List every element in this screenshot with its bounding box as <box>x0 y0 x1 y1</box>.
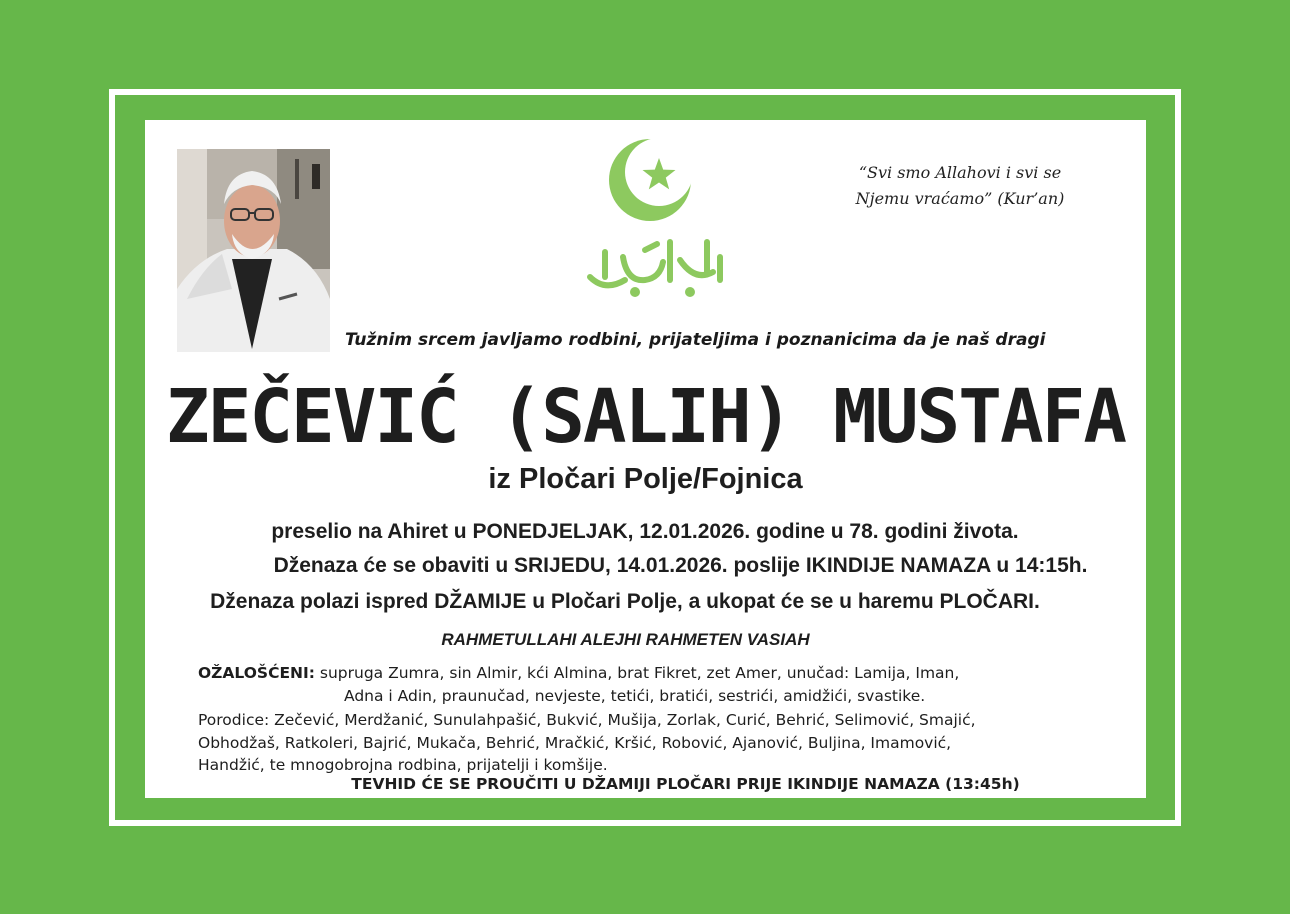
tevhid-notice: TEVHID ĆE SE PROUČITI U DŽAMIJI PLOČARI PRIJE IKINDIJE NAMAZA (13:45h) <box>351 775 1020 793</box>
funeral-location-line: Dženaza polazi ispred DŽAMIJE u Pločari Polje, a ukopat će se u haremu PLOČARI. <box>210 590 1040 613</box>
families-line-2: Obhodžaš, Ratkoleri, Bajrić, Mukača, Behrić, Mračkić, Kršić, Robović, Ajanović, Buljina, Imamović, <box>198 733 952 752</box>
quote-line-2: Njemu vraćamo” (Kur’an) <box>855 189 1065 208</box>
families-line-1: Porodice: Zečević, Merdžanić, Sunulahpašić, Bukvić, Mušija, Zorlak, Curić, Behrić, Selimović, Smajić, <box>198 711 976 729</box>
deceased-photo <box>177 149 330 352</box>
mourners-line-1 <box>198 662 1128 685</box>
families-section <box>198 709 1138 777</box>
deceased-place: iz Pločari Polje/Fojnica <box>488 463 803 495</box>
quran-quote <box>835 160 1085 212</box>
mourners-line-2: Adna i Adin, praunučad, nevjeste, tetići, bratići, sestrići, amidžići, svastike. <box>344 686 926 705</box>
funeral-time-line: Dženaza će se obaviti u SRIJEDU, 14.01.2026. poslije IKINDIJE NAMAZA u 14:15h. <box>273 554 1088 577</box>
obituary-card <box>145 120 1146 798</box>
crescent-star-emblem <box>575 132 735 302</box>
death-date-line: preselio na Ahiret u PONEDJELJAK, 12.01.2026. godine u 78. godini života. <box>271 520 1019 543</box>
mourners-text-1: supruga Zumra, sin Almir, kći Almina, brat Fikret, zet Amer, unučad: Lamija, Iman, <box>314 664 960 682</box>
mourners-section <box>198 662 1128 707</box>
prayer-text: RAHMETULLAHI ALEJHI RAHMETEN VASIAH <box>441 630 810 649</box>
quote-line-1: “Svi smo Allahovi i svi se <box>858 163 1062 182</box>
deceased-name: ZEČEVIĆ (SALIH) MUSTAFA <box>165 374 1126 460</box>
crescent-star-icon <box>609 138 693 221</box>
mourners-label: OŽALOŠĆENI: <box>198 664 315 682</box>
intro-text: Tužnim srcem javljamo rodbini, prijateljima i poznanicima da je naš dragi <box>345 330 1046 350</box>
families-line-3: Handžić, te mnogobrojna rodbina, prijatelji i komšije. <box>198 756 608 774</box>
arabic-calligraphy-icon <box>590 242 720 294</box>
